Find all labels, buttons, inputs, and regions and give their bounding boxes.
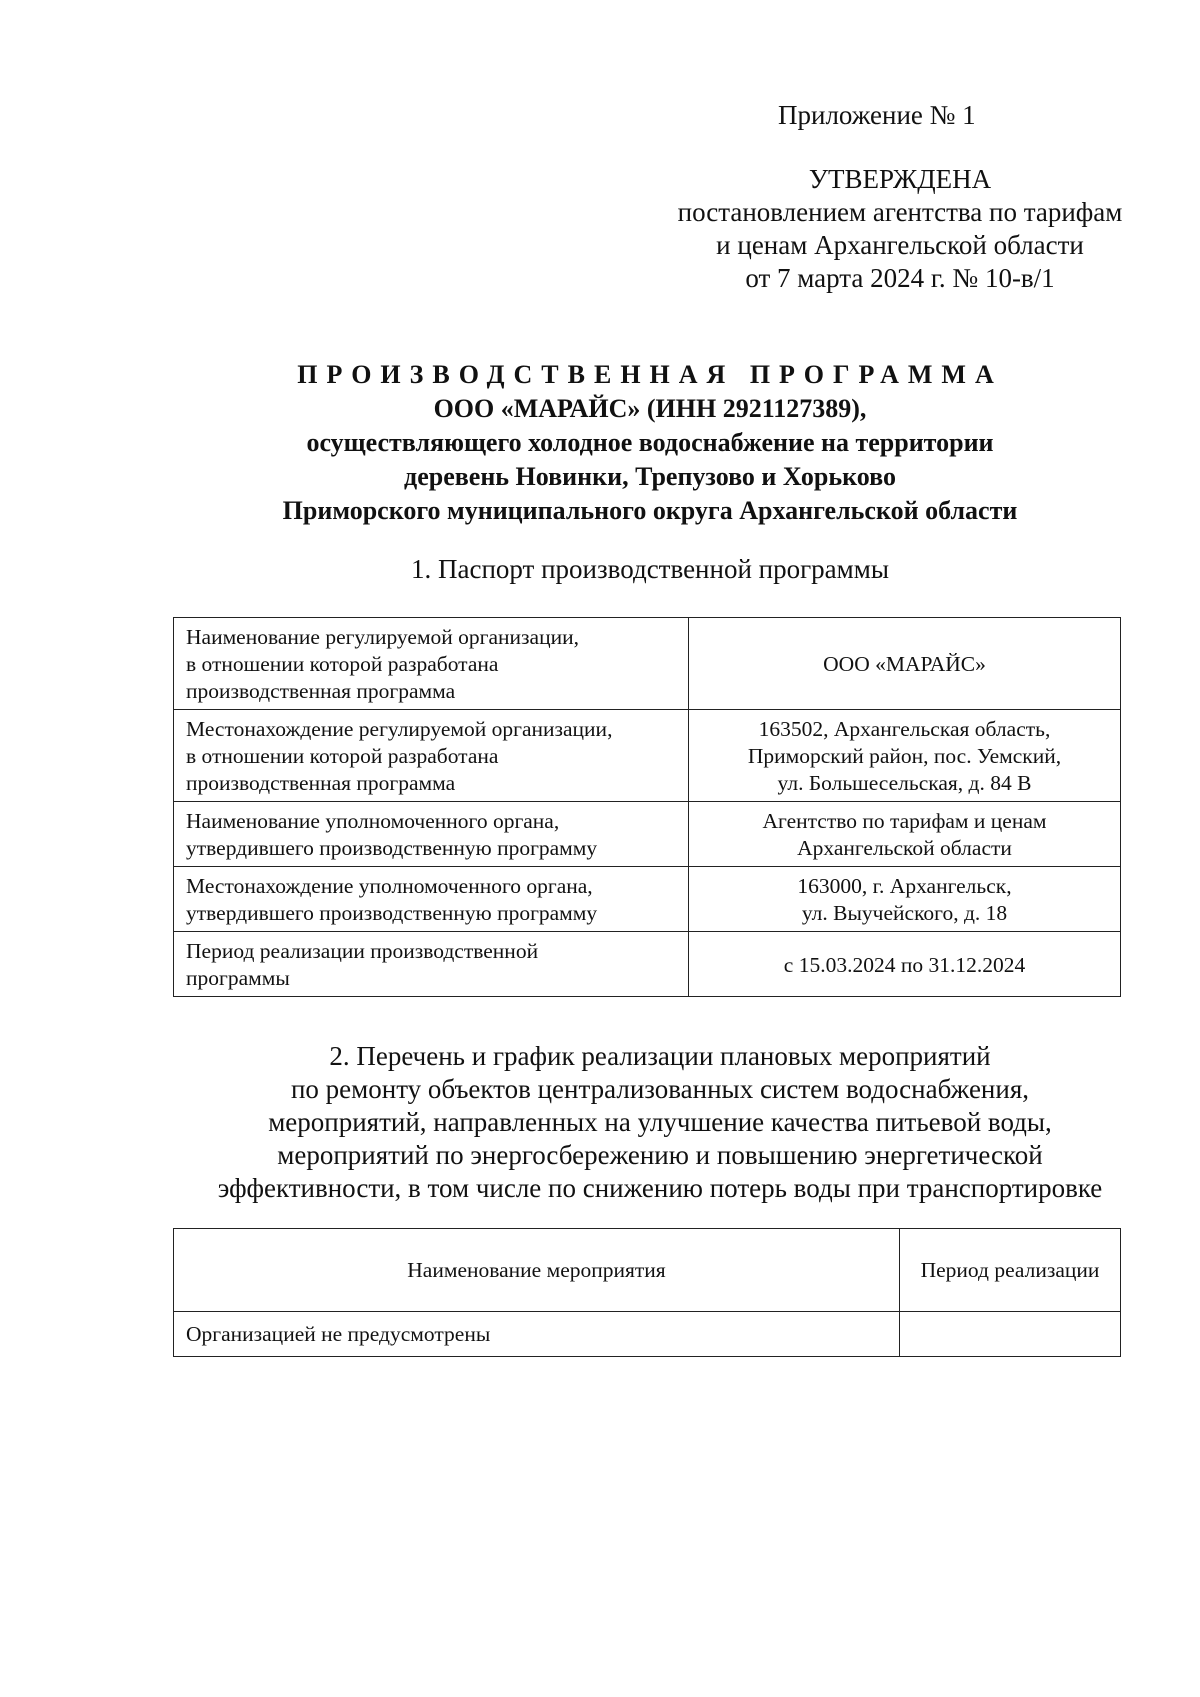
cell-line: 163000, г. Архангельск, <box>797 874 1012 898</box>
title-line: осуществляющего холодное водоснабжение на территории <box>306 428 994 457</box>
cell-line: Местонахождение уполномоченного органа, <box>186 874 593 898</box>
cell-line: Наименование уполномоченного органа, <box>186 809 560 833</box>
table-row <box>174 932 1121 997</box>
approval-line: УТВЕРЖДЕНА <box>808 164 992 194</box>
heading-line: мероприятий, направленных на улучшение качества питьевой воды, <box>268 1107 1052 1137</box>
cell-line: ул. Выучейского, д. 18 <box>801 901 1008 925</box>
table-header-row <box>174 1229 1121 1312</box>
approval-line: и ценам Архангельской области <box>716 230 1084 260</box>
cell-line: 163502, Архангельская область, <box>758 717 1051 741</box>
cell-line: в отношении которой разработана <box>186 744 499 768</box>
cell-line: ООО «МАРАЙС» <box>823 652 986 676</box>
cell-line: Агентство по тарифам и ценам <box>762 809 1047 833</box>
title-line: деревень Новинки, Трепузово и Хорьково <box>404 462 896 491</box>
passport-table <box>173 617 1121 997</box>
passport-label-cell <box>174 932 689 997</box>
table-row <box>174 618 1121 710</box>
table-row <box>174 1312 1121 1357</box>
section2-heading <box>160 1040 1160 1205</box>
appendix-number: Приложение № 1 <box>778 100 976 130</box>
passport-label-cell <box>174 802 689 867</box>
title-line: ООО «МАРАЙС» (ИНН 2921127389), <box>433 394 867 423</box>
passport-value-cell <box>689 618 1121 710</box>
heading-line: мероприятий по энергосбережению и повышению энергетической <box>277 1140 1043 1170</box>
cell-line: Период реализации производственной <box>186 939 539 963</box>
column-header-name: Наименование мероприятия <box>174 1229 900 1312</box>
cell-line: производственная программа <box>186 771 456 795</box>
passport-value-cell <box>689 710 1121 802</box>
passport-value-cell <box>689 867 1121 932</box>
table-row <box>174 710 1121 802</box>
passport-value-cell <box>689 802 1121 867</box>
column-header-period: Период реализации <box>900 1229 1121 1312</box>
cell-line: Приморский район, пос. Уемский, <box>747 744 1062 768</box>
passport-value-cell <box>689 932 1121 997</box>
approval-line: от 7 марта 2024 г. № 10-в/1 <box>745 263 1055 293</box>
cell-line: ул. Большесельская, д. 84 В <box>777 771 1032 795</box>
events-table <box>173 1228 1121 1357</box>
cell-line: производственная программа <box>186 679 456 703</box>
approval-line: постановлением агентства по тарифам <box>677 197 1123 227</box>
cell-line: утвердившего производственную программу <box>186 836 598 860</box>
passport-label-cell <box>174 618 689 710</box>
cell-line: с 15.03.2024 по 31.12.2024 <box>783 952 1026 977</box>
event-name-cell: Организацией не предусмотрены <box>174 1312 900 1357</box>
document-title <box>60 358 1200 528</box>
cell-line: утвердившего производственную программу <box>186 901 598 925</box>
table-row <box>174 802 1121 867</box>
heading-line: 2. Перечень и график реализации плановых мероприятий <box>329 1041 991 1071</box>
table-row <box>174 867 1121 932</box>
cell-line: программы <box>186 966 290 990</box>
approval-stamp-text <box>600 163 1200 295</box>
cell-line: Наименование регулируемой организации, <box>186 625 579 649</box>
passport-label-cell <box>174 867 689 932</box>
cell-line: Архангельской области <box>797 836 1012 860</box>
title-line: ПРОИЗВОДСТВЕННАЯ ПРОГРАММА <box>297 360 1003 389</box>
heading-line: по ремонту объектов централизованных систем водоснабжения, <box>290 1074 1030 1104</box>
section1-heading: 1. Паспорт производственной программы <box>411 554 889 584</box>
cell-line: Местонахождение регулируемой организации, <box>186 717 613 741</box>
heading-line: эффективности, в том числе по снижению потерь воды при транспортировке <box>217 1173 1103 1203</box>
title-line: Приморского муниципального округа Архангельской области <box>282 496 1018 525</box>
passport-label-cell <box>174 710 689 802</box>
cell-line: в отношении которой разработана <box>186 652 499 676</box>
event-period-cell <box>900 1312 1121 1357</box>
